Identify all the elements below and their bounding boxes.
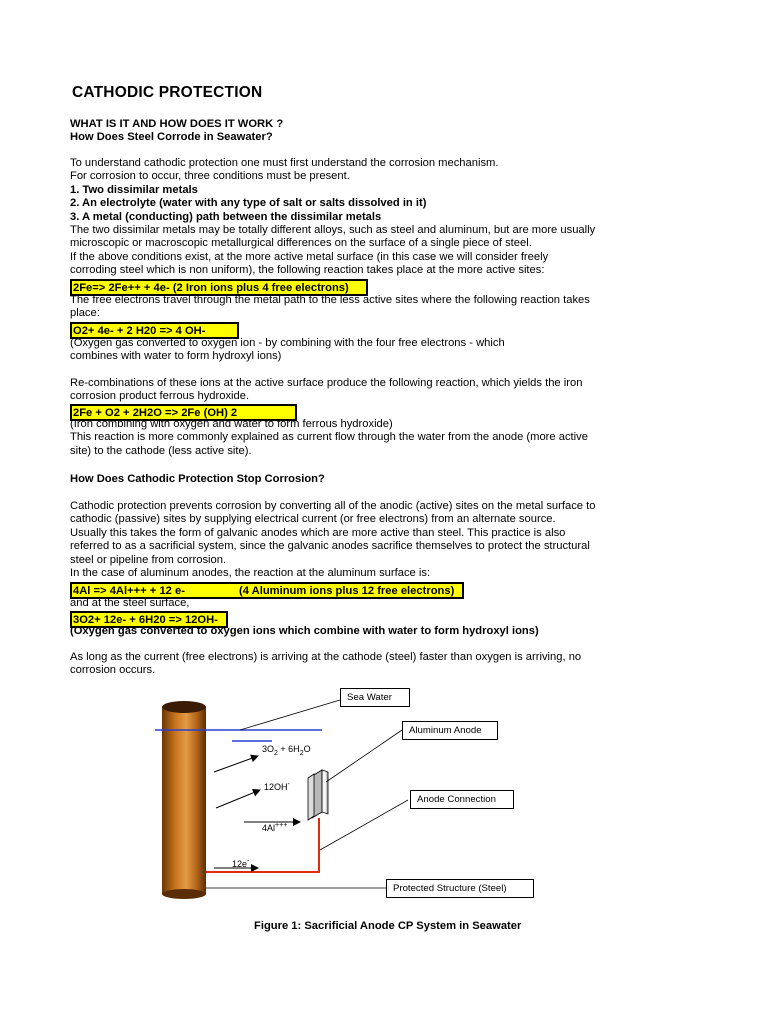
reaction-arrows	[214, 756, 300, 868]
label-sea-water: Sea Water	[340, 688, 410, 707]
text-line: place:	[70, 307, 100, 320]
text-line: combines with water to form hydroxyl ions)	[70, 350, 282, 363]
equation-highlight: 2Fe=> 2Fe++ + 4e- (2 Iron ions plus 4 free electrons)	[70, 279, 368, 296]
text-line: site) to the cathode (less active site).	[70, 444, 252, 457]
page-title: CATHODIC PROTECTION	[72, 84, 263, 101]
text-line: Cathodic protection prevents corrosion by converting all of the anodic (active) sites on the metal surface to	[70, 500, 596, 512]
equation-right: (4 Aluminum ions plus 12 free electrons)	[239, 585, 455, 597]
text-line: In the case of aluminum anodes, the reaction at the aluminum surface is:	[70, 567, 431, 580]
reaction-hydroxyl: 12OH-	[264, 781, 290, 792]
equation-left: 4Al => 4Al+++ + 12 e-	[73, 585, 185, 597]
text-line: (Oxygen gas converted to oxygen ions which combine with water to form hydroxyl ions)	[70, 625, 539, 637]
text-line: (Iron combining with oxygen and water to form ferrous hydroxide)	[70, 418, 393, 430]
text-line: corroding steel which is non uniform), the following reaction takes place at the more active sites:	[70, 264, 545, 277]
label-anode-connection: Anode Connection	[410, 790, 514, 809]
aluminum-anode	[308, 770, 328, 820]
heading-how-stop: How Does Cathodic Protection Stop Corrosion?	[70, 473, 325, 485]
text-line: This reaction is more commonly explained as current flow through the water from the anode (more active	[70, 431, 588, 444]
text-line: and at the steel surface,	[70, 597, 190, 609]
text-line: If the above conditions exist, at the more active metal surface (in this case we will consider freely	[70, 250, 549, 263]
arrow-oxygen	[214, 756, 258, 772]
equation-highlight: 2Fe + O2 + 2H2O => 2Fe (OH) 2	[70, 404, 297, 421]
condition-item: 1. Two dissimilar metals	[70, 183, 198, 196]
equation-highlight: O2+ 4e- + 2 H20 => 4 OH-	[70, 322, 239, 339]
text-line: corrosion occurs.	[70, 664, 156, 677]
condition-item: 3. A metal (conducting) path between the dissimilar metals	[70, 210, 382, 223]
text-line: For corrosion to occur, three conditions must be present.	[70, 170, 350, 183]
equation-highlight: 3O2+ 12e- + 6H20 => 12OH-	[70, 611, 228, 628]
label-aluminum-anode: Aluminum Anode	[402, 721, 498, 740]
text-line: As long as the current (free electrons) is arriving at the cathode (steel) faster than oxygen is arriving, no	[70, 651, 582, 663]
text-line: microscopic or macroscopic metallurgical differences on the surface of a single piece of steel.	[70, 237, 532, 250]
text-line: referred to as a sacrificial system, since the galvanic anodes sacrifice themselves to protect the structural	[70, 540, 590, 553]
label-protected-structure: Protected Structure (Steel)	[386, 879, 534, 898]
figure-caption: Figure 1: Sacrificial Anode CP System in Seawater	[254, 920, 522, 932]
text-line: The free electrons travel through the metal path to the less active sites where the following reaction takes	[70, 294, 590, 306]
condition-item: 2. An electrolyte (water with any type of salt or salts dissolved in it)	[70, 197, 427, 210]
text-line: corrosion product ferrous hydroxide.	[70, 390, 250, 403]
heading-what: WHAT IS IT AND HOW DOES IT WORK ?	[70, 118, 284, 130]
text-line: (Oxygen gas converted to oxygen ion - by combining with the four free electrons - which	[70, 337, 505, 349]
text-line: cathodic (passive) sites by supplying electrical current (or free electrons) from an alternate source.	[70, 513, 556, 526]
heading-how-corrode: How Does Steel Corrode in Seawater?	[70, 131, 273, 144]
text-line: The two dissimilar metals may be totally different alloys, such as steel and aluminum, but are more usually	[70, 224, 596, 237]
reaction-oxygen-water: $3O_2 + 6H_2O$	[262, 744, 311, 757]
reaction-aluminum-ions: 4Al+++	[262, 822, 288, 833]
text-line: steel or pipeline from corrosion.	[70, 553, 227, 566]
text-line: Usually this takes the form of galvanic anodes which are more active than steel. This practice is also	[70, 526, 566, 539]
text-line: Re-combinations of these ions at the active surface produce the following reaction, which yields the iron	[70, 377, 583, 389]
reaction-electrons: 12e-	[232, 858, 250, 869]
text-line: To understand cathodic protection one must first understand the corrosion mechanism.	[70, 157, 499, 169]
arrow-hydroxyl	[216, 790, 260, 808]
